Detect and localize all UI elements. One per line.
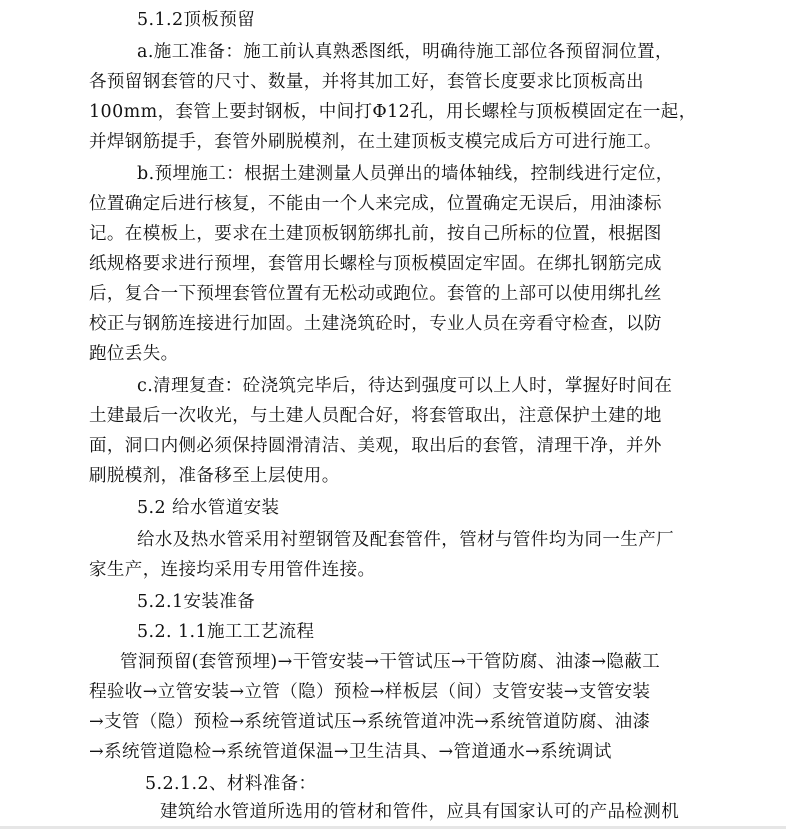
- heading-5-1-2: 5.1.2顶板预留: [137, 10, 256, 30]
- process-flow-line-4: →系统管道隐检→系统管道保温→卫生洁具、→管道通水→系统调试: [89, 742, 612, 762]
- paragraph-c-line-3: 面，洞口内侧必须保持圆滑清洁、美观，取出后的套管，清理干净，并外: [89, 436, 662, 456]
- process-flow-line-2: 程验收→立管安装→立管（隐）预检→样板层（间）支管安装→支管安装: [89, 682, 651, 702]
- paragraph-b-line-3: 记。在模板上，要求在土建顶板钢筋绑扎前，按自己所标的位置，根据图: [89, 224, 662, 244]
- paragraph-a-line-3: 100mm，套管上要封钢板，中间打Φ12孔，用长螺栓与顶板模固定在一起，: [89, 102, 697, 122]
- paragraph-a-line-1: a.施工准备：施工前认真熟悉图纸，明确待施工部位各预留洞位置，: [137, 42, 673, 62]
- paragraph-c-line-4: 刷脱模剂，准备移至上层使用。: [89, 466, 340, 486]
- paragraph-b-line-4: 纸规格要求进行预埋，套管用长螺栓与顶板模固定牢固。在绑扎钢筋完成: [89, 254, 662, 274]
- paragraph-a-line-2: 各预留钢套管的尺寸、数量，并将其加工好，套管长度要求比顶板高出: [89, 72, 644, 92]
- heading-5-2-1: 5.2.1安装准备: [137, 592, 256, 612]
- paragraph-b-line-1: b.预埋施工：根据土建测量人员弹出的墙体轴线，控制线进行定位，: [137, 164, 674, 184]
- paragraph-c-line-1: c.清理复查：砼浇筑完毕后，待达到强度可以上人时，掌握好时间在: [137, 376, 673, 396]
- paragraph-materials-line-1: 建筑给水管道所选用的管材和管件，应具有国家认可的产品检测机: [160, 802, 680, 822]
- paragraph-b-line-2: 位置确定后进行核复，不能由一个人来完成，位置确定无误后，用油漆标: [89, 194, 662, 214]
- heading-5-2-1-2: 5.2.1.2、材料准备：: [145, 774, 317, 794]
- process-flow-line-1: 管洞预留(套管预埋)→干管安装→干管试压→干管防腐、油漆→隐蔽工: [120, 652, 661, 672]
- process-flow-line-3: →支管（隐）预检→系统管道试压→系统管道冲洗→系统管道防腐、油漆: [89, 712, 651, 732]
- paragraph-water-supply-line-2: 家生产，连接均采用专用管件连接。: [89, 560, 376, 580]
- paragraph-water-supply-line-1: 给水及热水管采用衬塑钢管及配套管件，管材与管件均为同一生产厂: [137, 530, 674, 550]
- paragraph-b-line-6: 校正与钢筋连接进行加固。土建浇筑砼时，专业人员在旁看守检查，以防: [89, 314, 662, 334]
- paragraph-b-line-7: 跑位丢失。: [89, 344, 179, 364]
- paragraph-b-line-5: 后，复合一下预埋套管位置有无松动或跑位。套管的上部可以使用绑扎丝: [89, 284, 662, 304]
- paragraph-a-line-4: 并焊钢筋提手，套管外刷脱模剂，在土建顶板支模完成后方可进行施工。: [89, 132, 662, 152]
- heading-5-2-1-1: 5.2. 1.1施工工艺流程: [137, 622, 315, 642]
- paragraph-c-line-2: 土建最后一次收光，与土建人员配合好，将套管取出，注意保护土建的地: [89, 406, 662, 426]
- heading-5-2: 5.2 给水管道安装: [137, 498, 280, 518]
